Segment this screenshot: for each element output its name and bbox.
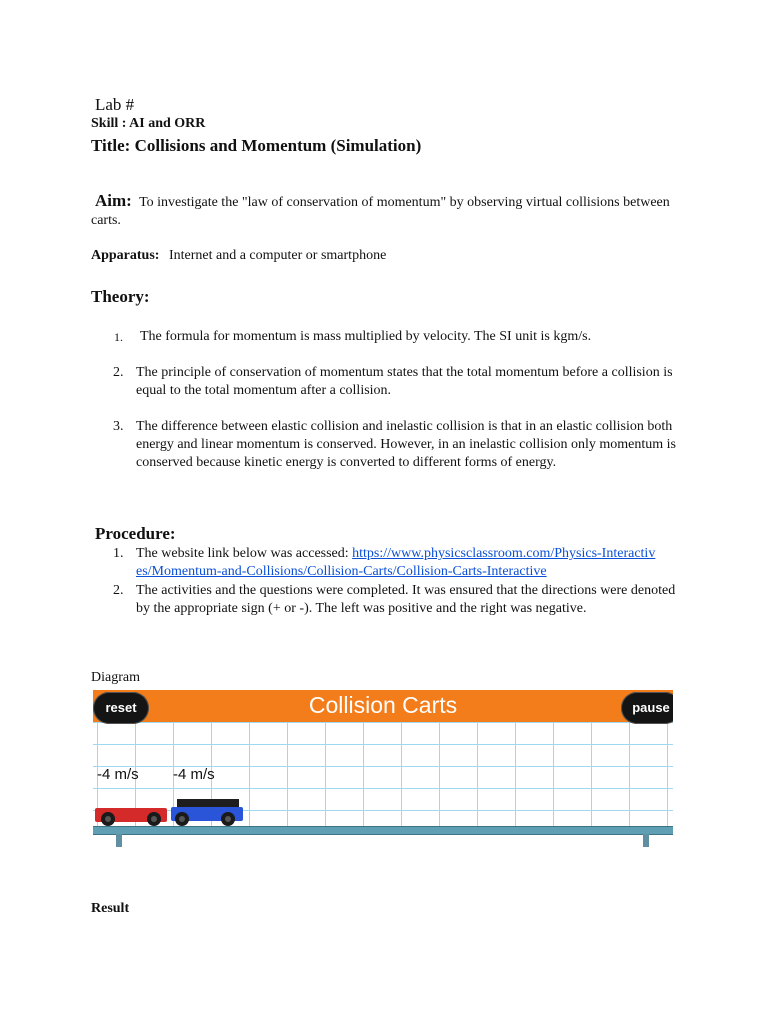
collision-carts-simulation <box>93 690 673 847</box>
page-title: Title: Collisions and Momentum (Simulation) <box>91 136 422 155</box>
skill-line: Skill : AI and ORR <box>91 116 206 131</box>
aim-text: To investigate the "law of conservation of momentum" by observing virtual collisions between carts. <box>91 195 670 228</box>
theory-heading: Theory: <box>91 287 150 306</box>
result-heading: Result <box>91 901 130 916</box>
procedure-heading: Procedure: <box>95 524 176 543</box>
procedure-item <box>113 582 681 618</box>
reset-button[interactable]: reset <box>93 692 149 724</box>
pause-button[interactable]: pause <box>621 692 673 724</box>
diagram-label: Diagram <box>91 670 140 685</box>
theory-item-text: The formula for momentum is mass multiplied by velocity. The SI unit is kgm/s. <box>140 329 592 344</box>
procedure-item-number: 1. <box>113 546 124 561</box>
theory-item <box>113 418 696 472</box>
wheel-icon <box>175 812 189 826</box>
wheel-icon <box>101 812 115 826</box>
cart-load <box>177 799 239 807</box>
apparatus-text: Internet and a computer or smartphone <box>168 248 387 263</box>
theory-item-number: 3. <box>113 419 124 434</box>
track-post <box>643 834 649 847</box>
simulation-title: Collision Carts <box>308 692 458 718</box>
simulation-link[interactable]: https://www.physicsclassroom.com/Physics-Interactives/Momentum-and-Collisions/Collision-Carts/Collision-Carts-Interactive <box>136 546 656 579</box>
procedure-item-text: The activities and the questions were completed. It was ensured that the directions were denoted by the appropriate sign (+ or -). The left was positive and the right was negative. <box>136 583 676 616</box>
aim-label: Aim: <box>95 191 132 210</box>
apparatus-section <box>91 248 386 264</box>
wheel-icon <box>221 812 235 826</box>
velocity-right-label: -4 m/s <box>173 766 215 783</box>
velocity-left-label: -4 m/s <box>97 766 139 783</box>
theory-item-text: The difference between elastic collision and inelastic collision is that in an elastic collision both energy and linear momentum is conserved. However, in an inelastic collision only momentum is conserved because kinetic energy is converted to different forms of energy. <box>136 419 677 470</box>
apparatus-label: Apparatus: <box>91 248 160 263</box>
theory-item-number: 1. <box>114 330 123 344</box>
theory-item <box>114 328 696 346</box>
track <box>93 826 673 835</box>
aim-section <box>91 192 681 230</box>
procedure-item-text: The website link below was accessed: <box>136 546 353 561</box>
procedure-item-number: 2. <box>113 583 124 598</box>
wheel-icon <box>147 812 161 826</box>
procedure-item <box>113 545 656 581</box>
theory-item-text: The principle of conservation of momentum states that the total momentum before a collision is equal to the total momentum after a collision. <box>136 365 673 398</box>
theory-item-number: 2. <box>113 365 124 380</box>
lab-number: Lab # <box>95 95 135 114</box>
theory-item <box>113 364 696 400</box>
track-post <box>116 834 122 847</box>
